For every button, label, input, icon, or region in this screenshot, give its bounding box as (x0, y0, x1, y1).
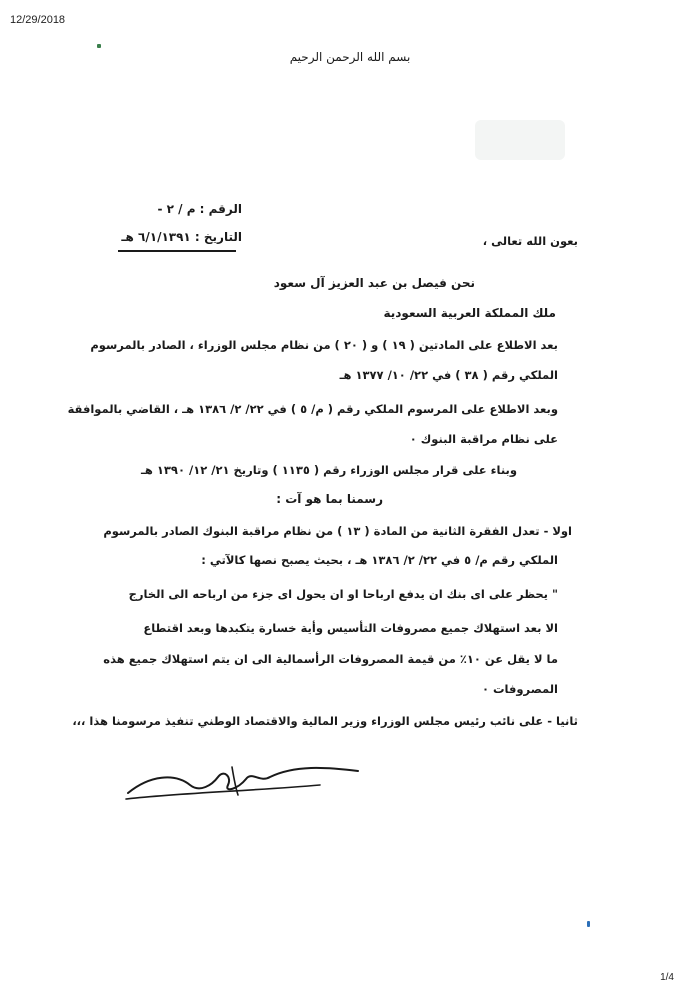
scan-artifact (97, 44, 101, 48)
decree-phrase: رسمنا بما هو آت : (276, 492, 383, 506)
date-underline (118, 250, 236, 252)
reference-number: الرقم : م / ٢ - (157, 202, 242, 216)
document-date: التاريخ : ٦/١/١٣٩١ هـ (121, 230, 242, 244)
invocation: بعون الله تعالى ، (482, 234, 578, 248)
basmala: بسم الله الرحمن الرحيم (289, 50, 411, 64)
paragraph-2-line-2: على نظام مراقبة البنوك ٠ (409, 432, 558, 446)
paragraph-1-line-2: الملكي رقم ( ٣٨ ) في ٢٢/ ١٠/ ١٣٧٧ هـ (339, 368, 558, 382)
paragraph-2-line-1: وبعد الاطلاع على المرسوم الملكي رقم ( م/ ٥ ) في ٢٢/ ٢/ ١٣٨٦ هـ ، القاضي بالموافقة (67, 402, 558, 416)
quote-line-1: " يحظر على اى بنك ان يدفع ارباحا او ان يحول اى جزء من ارباحه الى الخارج (128, 587, 558, 601)
quote-line-4: المصروفات ٠ (481, 682, 558, 696)
first-article-line-1: اولا - تعدل الفقرة الثانية من المادة ( ١٣ ) من نظام مراقبة البنوك الصادر بالمرسوم (103, 524, 572, 538)
paragraph-1-line-1: بعد الاطلاع على المادتين ( ١٩ ) و ( ٢٠ ) من نظام مجلس الوزراء ، الصادر بالمرسوم (90, 338, 558, 352)
page-number: 1/4 (660, 972, 674, 983)
first-article-line-2: الملكي رقم م/ ٥ في ٢٢/ ٢/ ١٣٨٦ هـ ، بحيث يصبح نصها كالآتي : (201, 553, 558, 567)
quote-line-3: ما لا يقل عن ١٠٪ من قيمة المصروفات الرأسمالية الى ان يتم استهلاك جميع هذه (103, 652, 558, 666)
signature (120, 755, 370, 805)
scan-artifact (587, 921, 590, 927)
king-name: نحن فيصل بن عبد العزيز آل سعود (273, 276, 475, 290)
print-date: 12/29/2018 (10, 14, 66, 26)
quote-line-2: الا بعد استهلاك جميع مصروفات التأسيس وأية خسارة يتكبدها وبعد اقتطاع (143, 621, 558, 635)
king-title: ملك المملكة العربية السعودية (383, 306, 556, 320)
bleed-through-mark (475, 120, 565, 160)
second-article: ثانيا - على نائب رئيس مجلس الوزراء وزير المالية والاقتصاد الوطني تنفيذ مرسومنا هذا ،،، (72, 714, 578, 728)
paragraph-3: وبناء على قرار مجلس الوزراء رقم ( ١١٣٥ ) وتاريخ ٢١/ ١٢/ ١٣٩٠ هـ (140, 463, 517, 477)
